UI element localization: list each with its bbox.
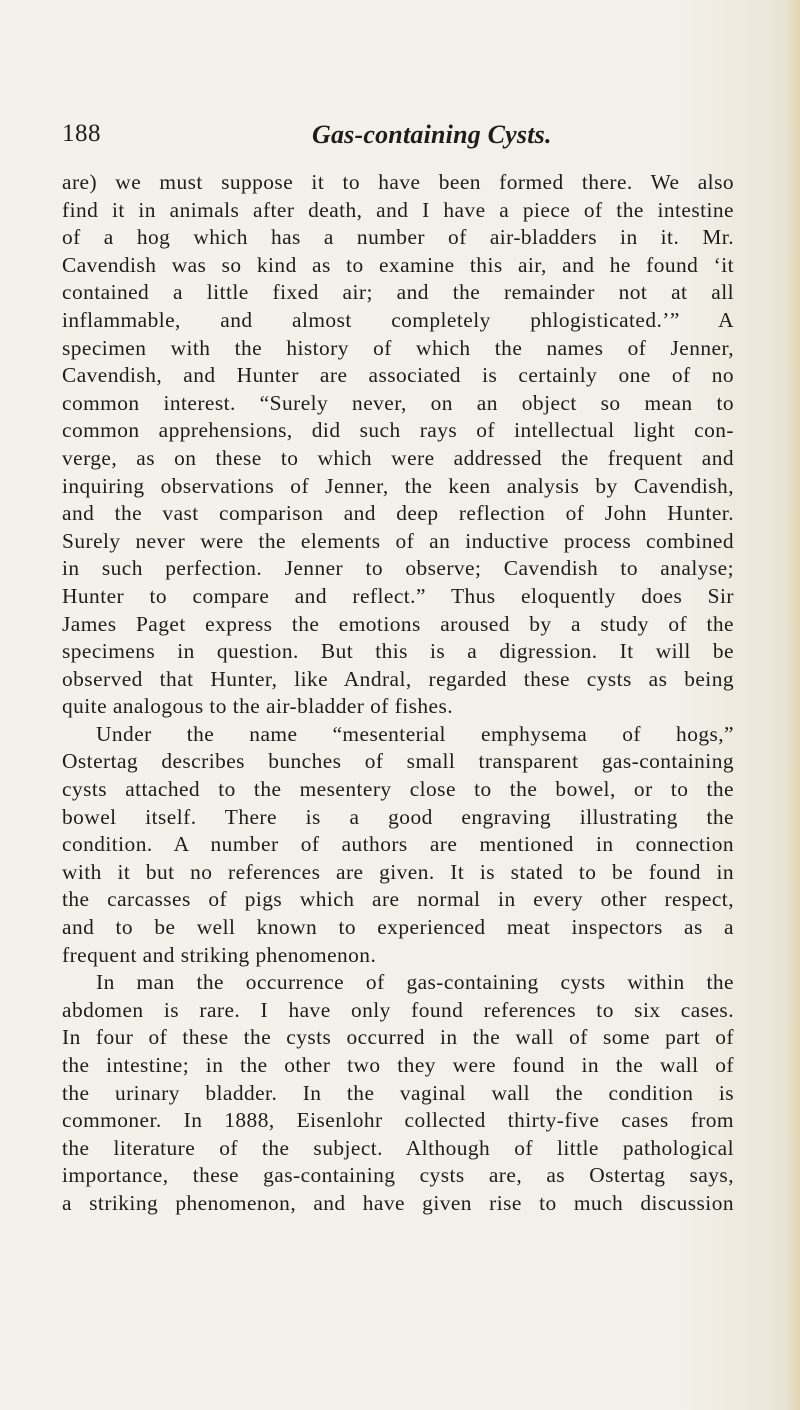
text-line: common interest. “Surely never, on an object so mean to bbox=[62, 390, 734, 415]
page-header bbox=[62, 120, 742, 160]
text-line: and to be well known to experienced meat inspectors as a bbox=[62, 915, 734, 940]
text-line: specimens in question. But this is a digression. It will be bbox=[62, 639, 734, 664]
page-number: 188 bbox=[62, 120, 101, 147]
text-line: inflammable, and almost completely phlogisticated.’” A bbox=[62, 307, 734, 332]
text-line: of a hog which has a number of air-bladders in it. Mr. bbox=[62, 225, 734, 250]
text-line: specimen with the history of which the names of Jenner, bbox=[62, 335, 734, 360]
text-line: cysts attached to the mesentery close to the bowel, or to the bbox=[62, 777, 734, 802]
paragraph-start-line: Under the name “mesenterial emphysema of hogs,” bbox=[96, 721, 734, 746]
text-line: bowel itself. There is a good engraving illustrating the bbox=[62, 804, 734, 829]
text-line: James Paget express the emotions aroused by a study of the bbox=[62, 611, 734, 636]
text-line: in such perfection. Jenner to observe; Cavendish to analyse; bbox=[62, 556, 734, 581]
text-line: the intestine; in the other two they were found in the wall of bbox=[62, 1053, 734, 1077]
body-text bbox=[62, 169, 734, 1218]
text-line: Ostertag describes bunches of small transparent gas-containing bbox=[62, 749, 734, 774]
text-line: and the vast comparison and deep reflection of John Hunter. bbox=[62, 501, 734, 526]
text-line: Surely never were the elements of an inductive process combined bbox=[62, 528, 734, 553]
text-line: a striking phenomenon, and have given rise to much discussion bbox=[62, 1190, 734, 1215]
text-line: Cavendish was so kind as to examine this air, and he found ‘it bbox=[62, 252, 734, 277]
paragraph-end-line: quite analogous to the air-bladder of fishes. bbox=[62, 694, 454, 719]
paragraph-start-line: In man the occurrence of gas-containing cysts within the bbox=[96, 970, 734, 995]
running-title: Gas-containing Cysts. bbox=[312, 120, 552, 149]
text-line: the carcasses of pigs which are normal in every other respect, bbox=[62, 887, 734, 912]
text-line: observed that Hunter, like Andral, regarded these cysts as being bbox=[62, 666, 734, 691]
text-line: verge, as on these to which were addressed the frequent and bbox=[62, 445, 734, 470]
text-line: the literature of the subject. Although of little pathological bbox=[62, 1135, 734, 1160]
text-line: inquiring observations of Jenner, the keen analysis by Cavendish, bbox=[62, 473, 734, 498]
paragraph-end-line: frequent and striking phenomenon. bbox=[62, 942, 377, 967]
text-line: with it but no references are given. It is stated to be found in bbox=[62, 859, 734, 884]
page-edge-shadow bbox=[786, 0, 800, 1410]
text-line: condition. A number of authors are mentioned in connection bbox=[62, 832, 734, 857]
text-line: In four of these the cysts occurred in the wall of some part of bbox=[62, 1025, 734, 1050]
text-line: common apprehensions, did such rays of intellectual light con- bbox=[62, 418, 734, 443]
text-line: Cavendish, and Hunter are associated is certainly one of no bbox=[62, 363, 734, 388]
text-line: are) we must suppose it to have been formed there. We also bbox=[62, 170, 734, 194]
text-line: find it in animals after death, and I have a piece of the intestine bbox=[62, 197, 734, 222]
text-line: importance, these gas-containing cysts are, as Ostertag says, bbox=[62, 1163, 734, 1188]
text-line: commoner. In 1888, Eisenlohr collected thirty-five cases from bbox=[62, 1108, 734, 1133]
text-line: Hunter to compare and reflect.” Thus eloquently does Sir bbox=[62, 583, 734, 608]
text-line: contained a little fixed air; and the remainder not at all bbox=[62, 280, 734, 305]
text-line: abdomen is rare. I have only found references to six cases. bbox=[62, 997, 734, 1022]
text-line: the urinary bladder. In the vaginal wall the condition is bbox=[62, 1080, 734, 1105]
